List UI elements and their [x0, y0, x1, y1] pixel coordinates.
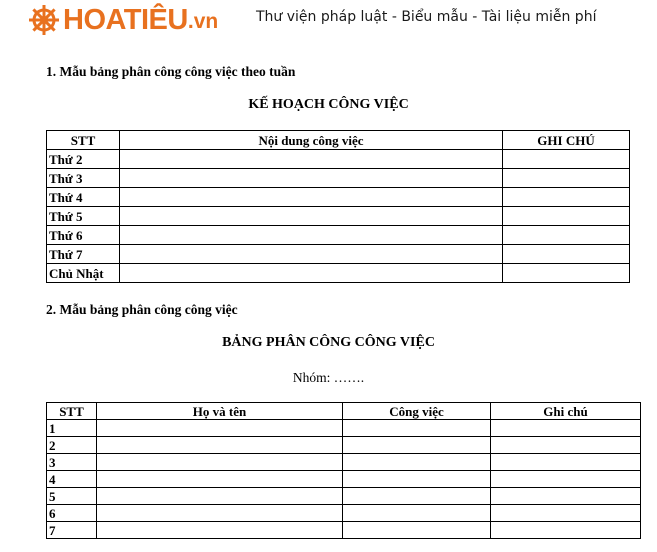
row-number: 2: [47, 437, 97, 454]
notes-cell[interactable]: [503, 188, 630, 207]
column-header-content: Nội dung công việc: [120, 131, 503, 150]
section1-heading: 1. Mẫu bảng phân công công việc theo tuần: [46, 64, 296, 79]
row-number: 5: [47, 488, 97, 505]
name-cell[interactable]: [97, 522, 343, 539]
notes-cell[interactable]: [503, 226, 630, 245]
site-logo[interactable]: [27, 2, 218, 38]
notes-cell[interactable]: [503, 245, 630, 264]
table-row: [47, 188, 630, 207]
notes-cell[interactable]: [491, 471, 641, 488]
task-cell[interactable]: [343, 488, 491, 505]
row-number: 1: [47, 420, 97, 437]
content-cell[interactable]: [120, 264, 503, 283]
ship-wheel-icon: [27, 3, 61, 37]
row-number: 7: [47, 522, 97, 539]
notes-cell[interactable]: [491, 505, 641, 522]
task-cell[interactable]: [343, 505, 491, 522]
content-cell[interactable]: [120, 188, 503, 207]
content-cell[interactable]: [120, 169, 503, 188]
notes-cell[interactable]: [491, 522, 641, 539]
row-label: Thứ 2: [47, 150, 120, 169]
table-row: [47, 471, 641, 488]
row-label: Chủ Nhật: [47, 264, 120, 283]
table-row: [47, 522, 641, 539]
column-header-full-name: Họ và tên: [97, 403, 343, 420]
column-header-stt: STT: [47, 131, 120, 150]
column-header-stt: STT: [47, 403, 97, 420]
content-cell[interactable]: [120, 150, 503, 169]
table-row: [47, 420, 641, 437]
logo-domain-suffix: .vn: [187, 10, 219, 33]
notes-cell[interactable]: [503, 150, 630, 169]
table-row: [47, 505, 641, 522]
weekly-plan-table: [46, 130, 630, 283]
assignment-table: [46, 402, 641, 539]
row-label: Thứ 5: [47, 207, 120, 226]
content-cell[interactable]: [120, 207, 503, 226]
table-row: [47, 437, 641, 454]
logo-wordmark: HOATIÊU: [63, 4, 188, 36]
row-number: 4: [47, 471, 97, 488]
table-row: [47, 169, 630, 188]
task-cell[interactable]: [343, 471, 491, 488]
table-row: [47, 488, 641, 505]
row-label: Thứ 6: [47, 226, 120, 245]
table-row: [47, 264, 630, 283]
table-row: [47, 207, 630, 226]
content-cell[interactable]: [120, 226, 503, 245]
row-label: Thứ 7: [47, 245, 120, 264]
table-row: [47, 150, 630, 169]
name-cell[interactable]: [97, 420, 343, 437]
notes-cell[interactable]: [491, 420, 641, 437]
section1-title: KẾ HOẠCH CÔNG VIỆC: [248, 97, 409, 112]
site-tagline: Thư viện pháp luật - Biểu mẫu - Tài liệu miễn phí: [256, 9, 597, 25]
notes-cell[interactable]: [503, 264, 630, 283]
row-number: 3: [47, 454, 97, 471]
name-cell[interactable]: [97, 488, 343, 505]
name-cell[interactable]: [97, 437, 343, 454]
section2-title: BẢNG PHÂN CÔNG CÔNG VIỆC: [222, 335, 435, 350]
table-row: [47, 245, 630, 264]
table-row: [47, 226, 630, 245]
site-header: [0, 0, 657, 38]
name-cell[interactable]: [97, 471, 343, 488]
notes-cell[interactable]: [491, 488, 641, 505]
notes-cell[interactable]: [503, 169, 630, 188]
row-number: 6: [47, 505, 97, 522]
table-header-row: [47, 131, 630, 150]
table-row: [47, 454, 641, 471]
group-line: Nhóm: …….: [292, 370, 365, 385]
column-header-notes: GHI CHÚ: [503, 131, 630, 150]
section2-heading: 2. Mẫu bảng phân công công việc: [46, 302, 238, 317]
content-cell[interactable]: [120, 245, 503, 264]
row-label: Thứ 4: [47, 188, 120, 207]
notes-cell[interactable]: [491, 437, 641, 454]
table-header-row: [47, 403, 641, 420]
name-cell[interactable]: [97, 505, 343, 522]
task-cell[interactable]: [343, 454, 491, 471]
row-label: Thứ 3: [47, 169, 120, 188]
task-cell[interactable]: [343, 522, 491, 539]
column-header-notes: Ghi chú: [491, 403, 641, 420]
name-cell[interactable]: [97, 454, 343, 471]
task-cell[interactable]: [343, 437, 491, 454]
notes-cell[interactable]: [491, 454, 641, 471]
task-cell[interactable]: [343, 420, 491, 437]
column-header-task: Công việc: [343, 403, 491, 420]
notes-cell[interactable]: [503, 207, 630, 226]
